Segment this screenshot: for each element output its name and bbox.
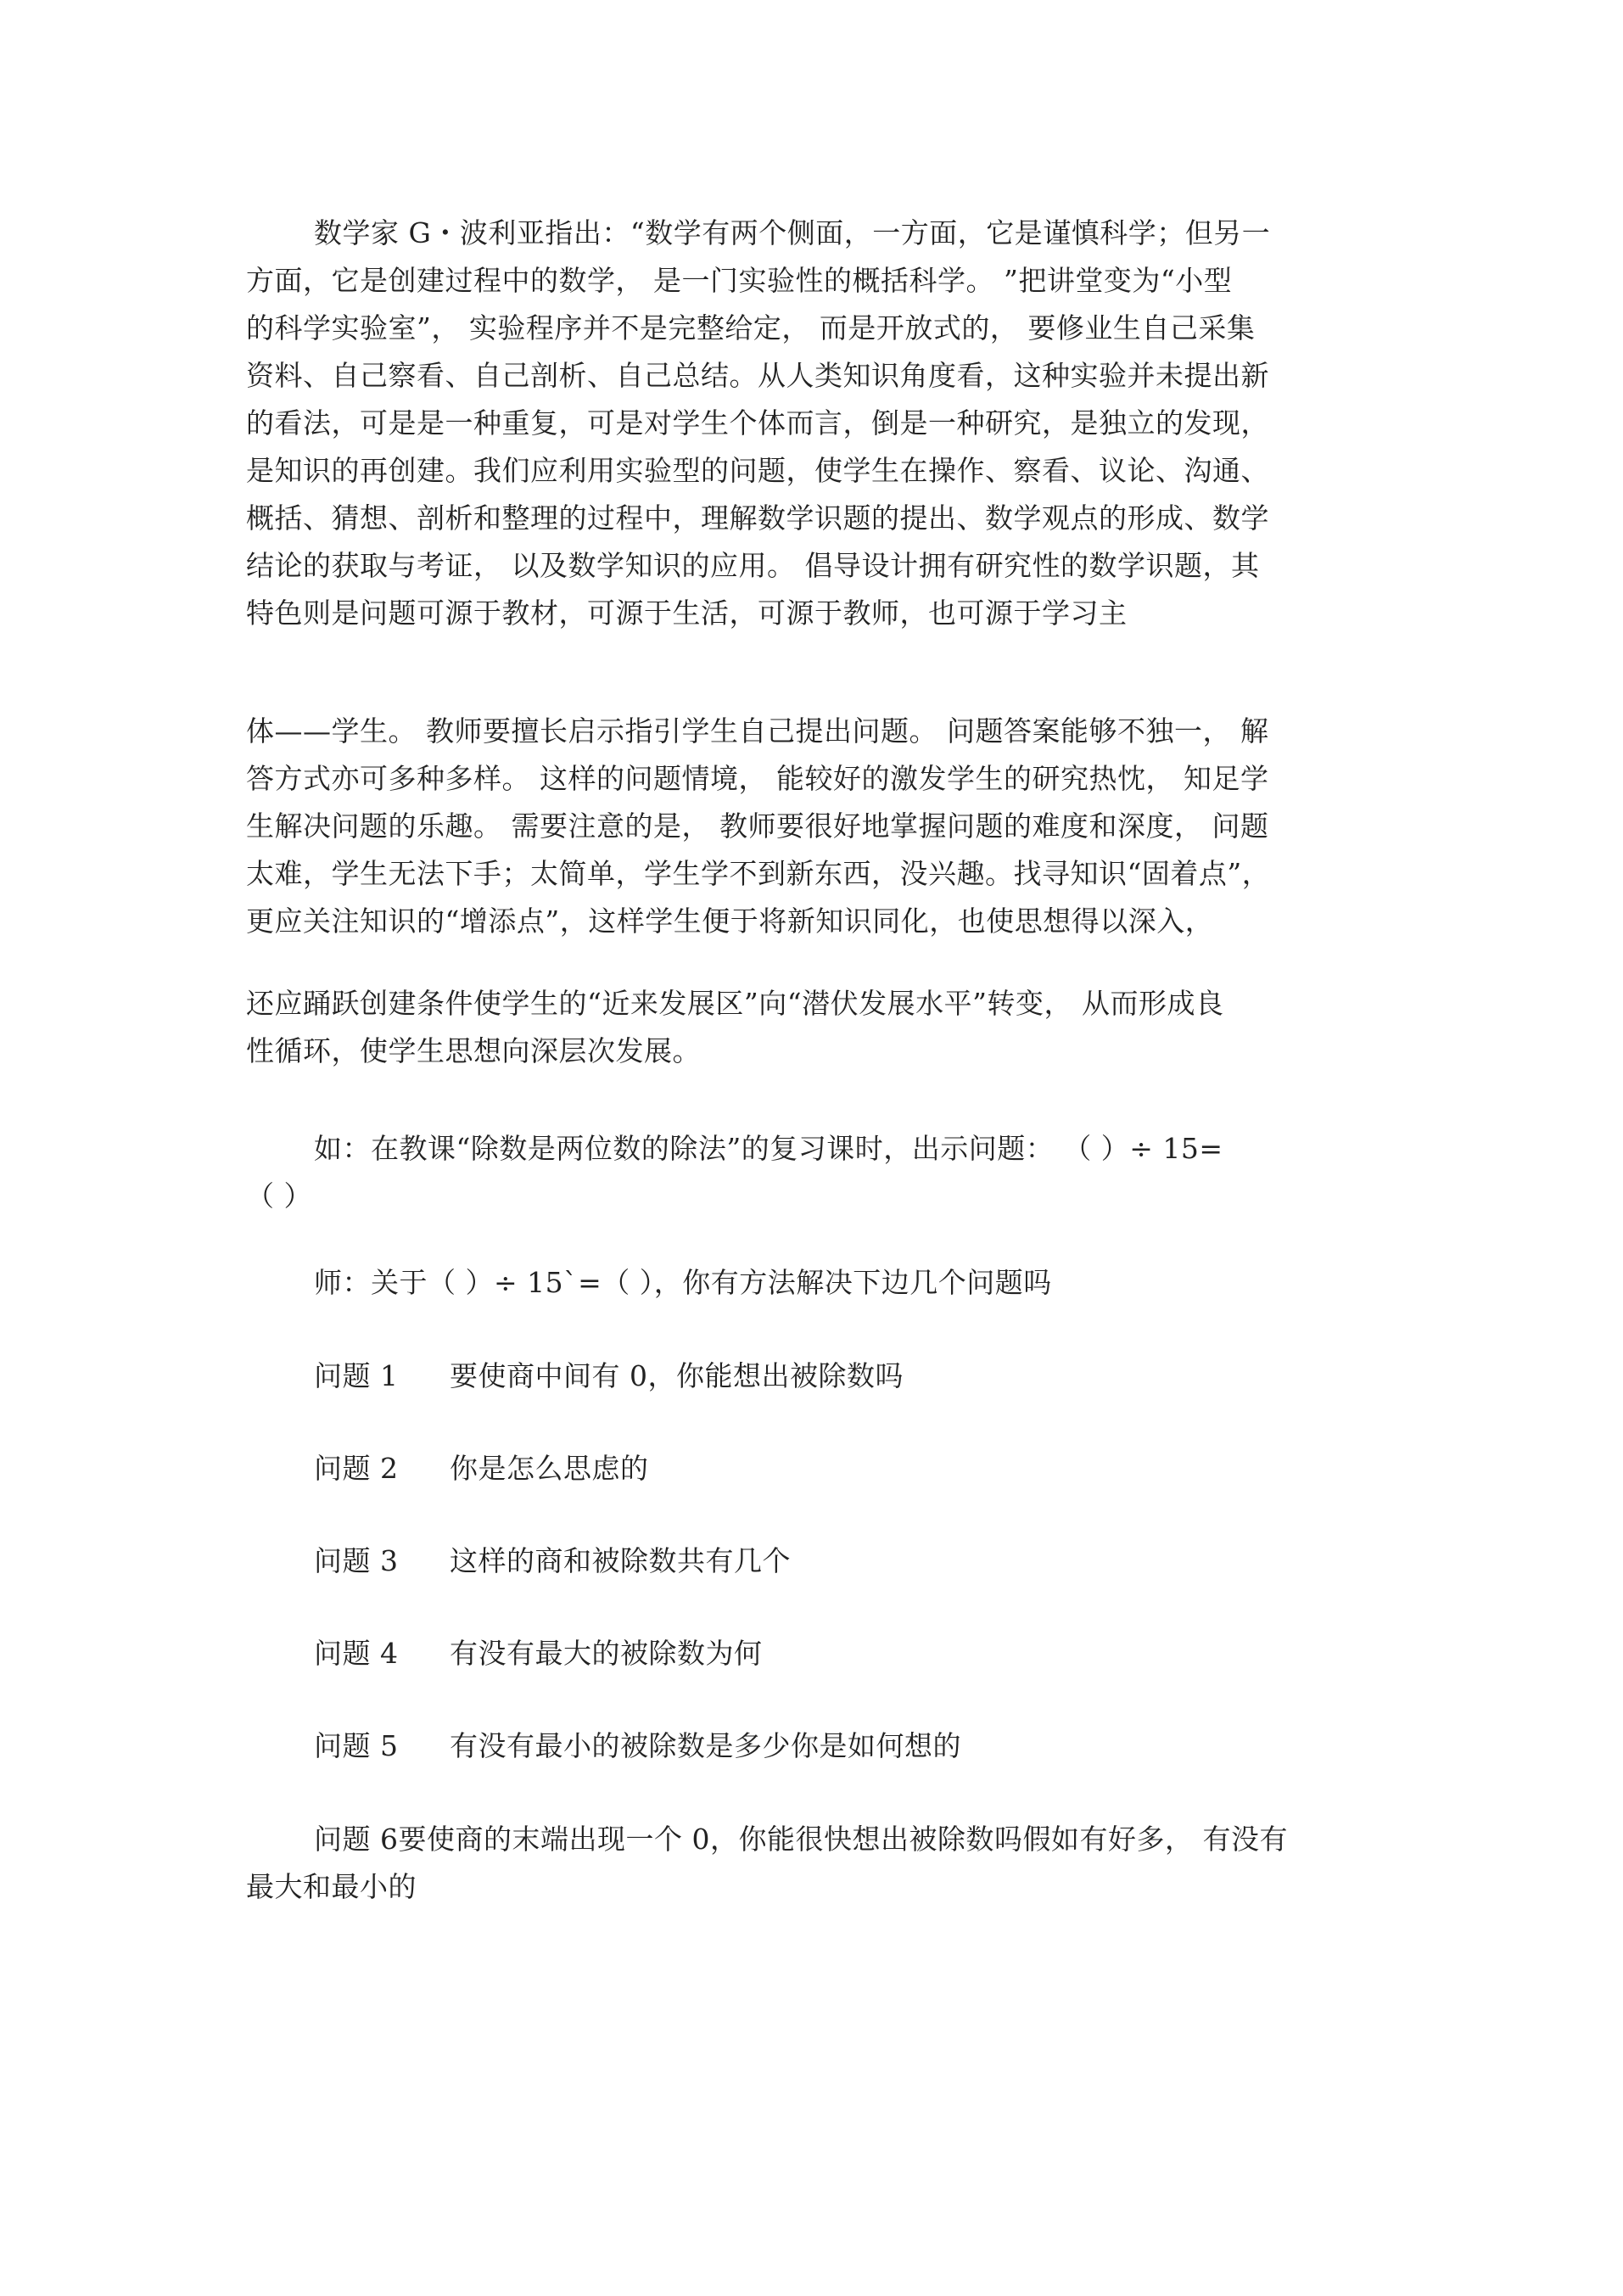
text-line: 数学家 G・波利亚指出：“数学有两个侧面，一方面，它是谨慎科学；但另一 [314, 216, 1271, 249]
text-line: （ ） [246, 1179, 312, 1212]
text-line: 如：在教课“除数是两位数的除法”的复习课时，出示问题： （ ）÷ 15= [314, 1132, 1223, 1165]
question-text: 这样的商和被除数共有几个 [450, 1544, 791, 1577]
question-text: 有没有最小的被除数是多少你是如何想的 [450, 1729, 961, 1762]
text-line: 是知识的再创建。我们应利用实验型的问题，使学生在操作、察看、议论、沟通、 [246, 454, 1269, 487]
text-line: 师：关于（ ）÷ 15`=（ ），你有方法解决下边几个问题吗 [314, 1266, 1052, 1299]
text-line: 特色则是问题可源于教材，可源于生活，可源于教师，也可源于学习主 [246, 596, 1128, 630]
question-row [246, 1630, 1383, 1677]
question-text: 有没有最大的被除数为何 [450, 1637, 763, 1670]
question-item [246, 1722, 1383, 1770]
question-label: 问题 3 [314, 1544, 399, 1577]
question-item [246, 1537, 1383, 1585]
paragraph-polya-quote [246, 210, 1383, 637]
question-item [246, 1352, 1383, 1400]
paragraph-example [246, 1125, 1383, 1220]
teacher-prompt [246, 1259, 1383, 1307]
question-row [246, 1722, 1383, 1770]
text-line: 资料、自己察看、自己剖析、自己总结。从人类知识角度看，这种实验并未提出新 [246, 359, 1269, 392]
text-line: 生解决问题的乐趣。 需要注意的是， 教师要很好地掌握问题的难度和深度， 问题 [246, 809, 1269, 843]
text-line: 的看法，可是是一种重复，可是对学生个体而言，倒是一种研究，是独立的发现， [246, 406, 1269, 440]
question-label: 问题 4 [314, 1637, 399, 1670]
question-row [246, 1537, 1383, 1585]
text-line: 的科学实验室”， 实验程序并不是完整给定， 而是开放式的， 要修业生自己采集 [246, 311, 1256, 344]
text-line: 还应踊跃创建条件使学生的“近来发展区”向“潜伏发展水平”转变， 从而形成良 [246, 987, 1224, 1020]
question-label: 问题 2 [314, 1452, 399, 1485]
question-6 [246, 1816, 1383, 1911]
text-line: 更应关注知识的“增添点”，这样学生便于将新知识同化，也使思想得以深入， [246, 904, 1214, 938]
text-line: 太难，学生无法下手；太简单，学生学不到新东西，没兴趣。找寻知识“固着点”， [246, 857, 1271, 890]
question-item [246, 1445, 1383, 1492]
paragraph-student-questions [246, 708, 1383, 945]
text-line: 问题 6要使商的末端出现一个 0，你能很快想出被除数吗假如有好多， 有没有 [314, 1823, 1288, 1856]
question-label: 问题 5 [314, 1729, 399, 1762]
question-row [246, 1445, 1383, 1492]
question-item [246, 1630, 1383, 1677]
question-label: 问题 1 [314, 1359, 399, 1392]
question-row [246, 1352, 1383, 1400]
question-text: 要使商中间有 0，你能想出被除数吗 [450, 1359, 904, 1392]
paragraph-development-zone [246, 980, 1383, 1075]
text-line: 最大和最小的 [246, 1870, 417, 1903]
question-text: 你是怎么思虑的 [450, 1452, 649, 1485]
text-line: 概括、猜想、剖析和整理的过程中，理解数学识题的提出、数学观点的形成、数学 [246, 501, 1269, 535]
text-line: 体——学生。 教师要擅长启示指引学生自己提出问题。 问题答案能够不独一， 解 [246, 714, 1269, 748]
text-line: 方面，它是创建过程中的数学， 是一门实验性的概括科学。 ”把讲堂变为“小型 [246, 264, 1233, 297]
text-line: 答方式亦可多种多样。 这样的问题情境， 能较好的激发学生的研究热忱， 知足学 [246, 762, 1269, 795]
text-line: 结论的获取与考证， 以及数学知识的应用。 倡导设计拥有研究性的数学识题，其 [246, 549, 1260, 582]
text-line: 性循环，使学生思想向深层次发展。 [246, 1034, 701, 1067]
